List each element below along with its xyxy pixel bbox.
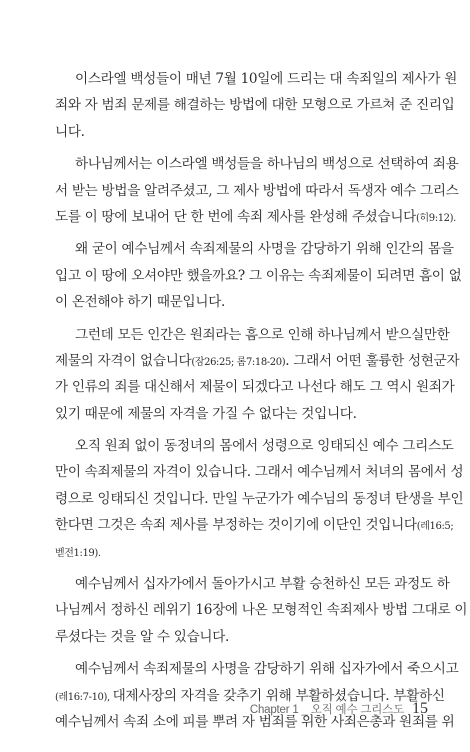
scripture-citation: 벧전1:19). [55, 547, 101, 559]
text-line: 입고 이 땅에 오셔야만 했을까요? 그 이유는 속죄제물이 되려면 흠이 없 [55, 267, 462, 284]
text-line: 서 받는 방법을 알려주셨고, 그 제사 방법에 따라서 독생자 예수 그리스 [55, 182, 459, 199]
text-line: 나님께서 정하신 레위기 16장에 나온 모형적인 속죄제사 방법 그대로 이 [55, 602, 468, 619]
text-segment: 도를 이 땅에 보내어 단 한 번에 속죄 제사를 완성해 주셨습니다 [55, 208, 416, 225]
text-segment: 한다면 그것은 속죄 제사를 부정하는 것이기에 이단인 것입니다 [55, 517, 417, 534]
text-line: 령으로 잉태되신 것입니다. 만일 누군가가 예수님의 동정녀 탄생을 부인 [55, 490, 464, 507]
scripture-citation: (레16:5; [416, 521, 454, 533]
text-line: 오직 원죄 없이 동정녀의 몸에서 성령으로 잉태되신 예수 그리스도 [75, 438, 454, 455]
text-line [55, 512, 454, 538]
text-line: 예수님께서 속죄 소에 피를 뿌려 자 범죄를 위한 사죄은총과 원죄를 위 [55, 713, 455, 730]
text-segment: 제물의 자격이 없습니다 [55, 352, 192, 369]
paragraph-3 [55, 236, 462, 315]
paragraph-2 [55, 151, 459, 230]
text-line: 가 인류의 죄를 대신해서 제물이 되겠다고 나선다 해도 그 역시 원죄가 [55, 379, 455, 396]
text-line [55, 348, 460, 374]
text-line: 그런데 모든 인간은 원죄라는 흠으로 인해 하나님께서 받으실만한 [75, 326, 450, 343]
text-line: 있기 때문에 제물의 자격을 가질 수 없다는 것입니다. [55, 405, 357, 422]
page-footer [250, 700, 428, 718]
paragraph-4 [55, 322, 460, 428]
text-line: 니다. [55, 123, 85, 140]
text-line: 이 온전해야 하기 때문입니다. [55, 294, 226, 311]
scripture-citation: (히9:12). [416, 212, 456, 224]
text-line: 루셨다는 것을 알 수 있습니다. [55, 628, 230, 645]
text-segment: 대제사장의 자격을 갖추기 위해 부활하셨습니다. 부활하신 [112, 687, 445, 704]
text-segment: . 그래서 어떤 훌륭한 성현군자 [285, 352, 460, 369]
text-line: 예수님께서 속죄제물의 사명을 감당하기 위해 십자가에서 죽으시고 [75, 661, 459, 678]
text-line: 왜 굳이 예수님께서 속죄제물의 사명을 감당하기 위해 인간의 몸을 [75, 241, 454, 258]
running-footer-chapter: Chapter 1 _ 오직 예수 그리스도 [249, 704, 404, 716]
text-line [55, 539, 415, 565]
scripture-citation: (레16:7-10), [55, 691, 113, 703]
text-line: 이스라엘 백성들이 매년 7월 10일에 드리는 대 속죄일의 제사가 원 [75, 71, 458, 87]
text-line: 하나님께서는 이스라엘 백성들을 하나님의 백성으로 선택하여 죄용 [75, 156, 459, 173]
text-line: 예수님께서 십자가에서 돌아가시고 부활 승천하신 모든 과정도 하 [75, 576, 450, 593]
paragraph-1 [55, 66, 458, 145]
paragraph-6 [55, 571, 468, 650]
text-line [55, 204, 456, 230]
page-number: 15 [412, 700, 428, 717]
text-line: 만이 속죄제물의 자격이 있습니다. 그래서 예수님께서 처녀의 몸에서 성 [55, 464, 464, 481]
text-line: 죄와 자 범죄 문제를 해결하는 방법에 대한 모형으로 가르쳐 준 진리입 [55, 97, 455, 114]
scripture-citation: (잠26:25; 롬7:18-20) [191, 356, 286, 368]
paragraph-5 [55, 433, 464, 565]
